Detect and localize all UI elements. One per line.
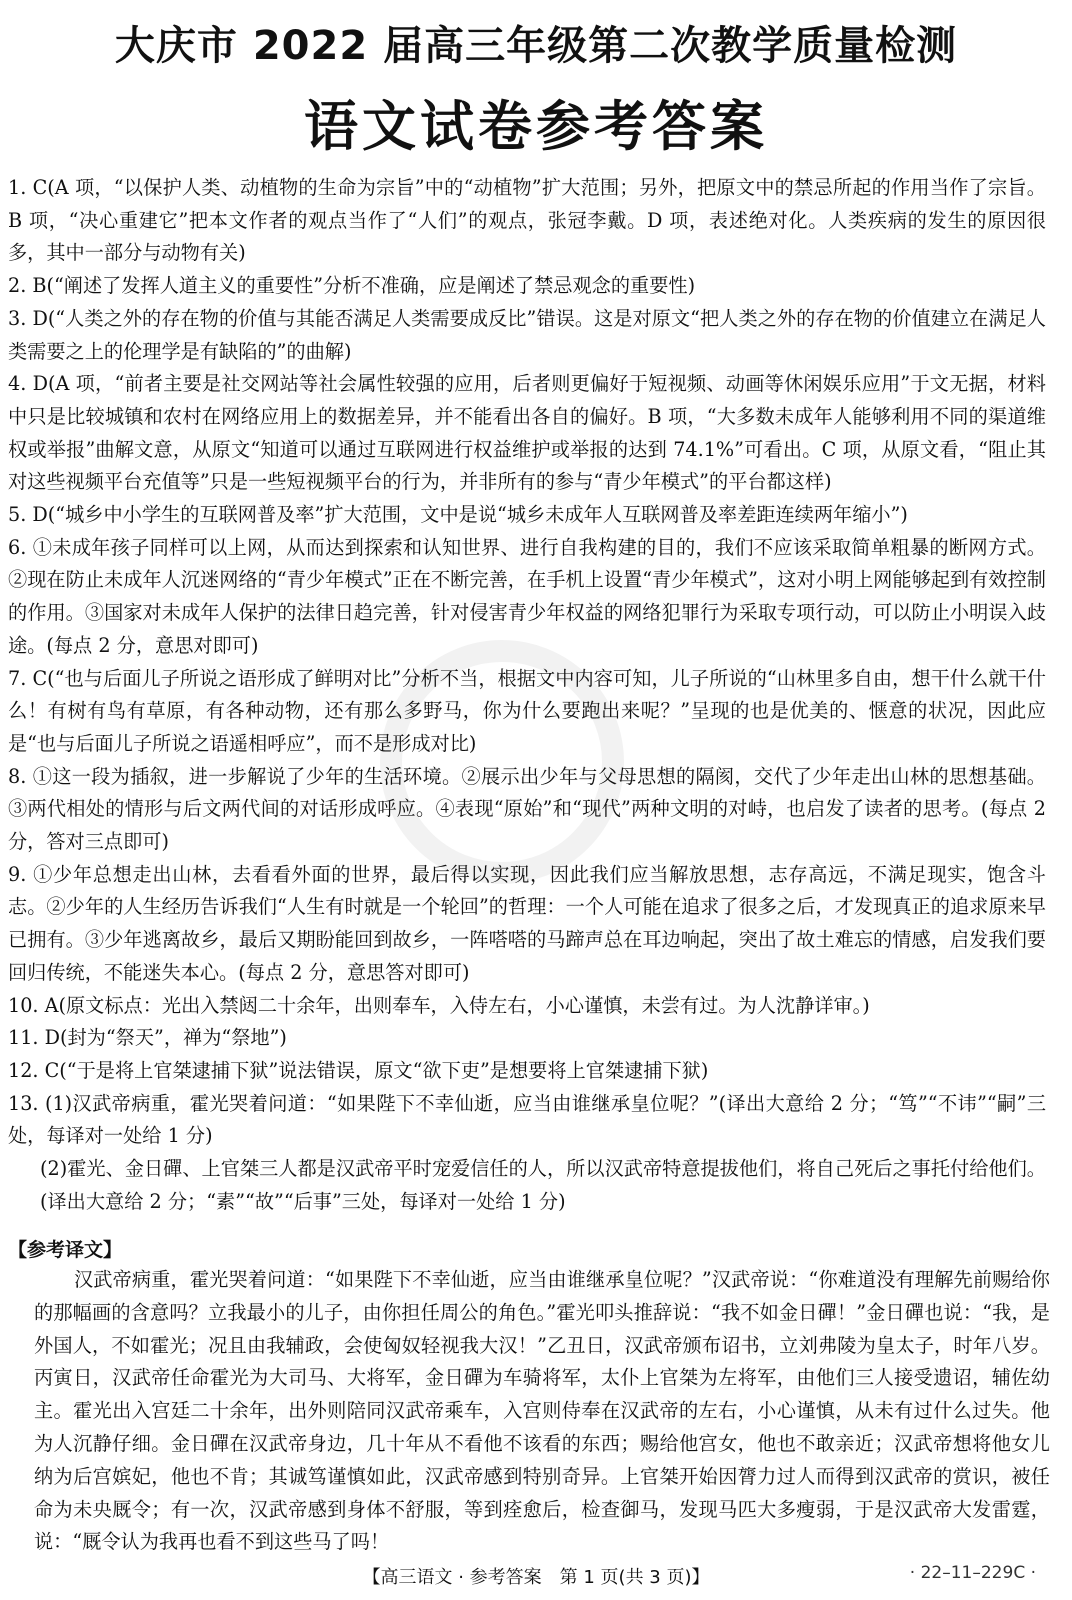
answer-item: 5. D(“城乡中小学生的互联网普及率”扩大范围，文中是说“城乡未成年人互联网普及率差距连续两年缩小”) <box>8 503 908 527</box>
answer-item: 1. C(A 项，“以保护人类、动植物的生命为宗旨”中的“动植物”扩大范围；另外，把原文中的禁忌所起的作用当作了宗旨。B 项，“决心重建它”把本文作者的观点当作了“人们”的观点，张冠李戴。D 项，表述绝对化。人类疾病的发生的原因很多，其中一部分与动物有关) <box>8 176 1046 265</box>
answer-item: 9. ①少年总想走出山林，去看看外面的世界，最后得以实现，因此我们应当解放思想，志存高远，不满足现实，饱含斗志。②少年的人生经历告诉我们“人生有时就是一个轮回”的哲理：一个人可能在追求了很多之后，才发现真正的追求原来早已拥有。③少年逃离故乡，最后又期盼能回到故乡，一阵嗒嗒的马蹄声总在耳边响起，突出了故土难忘的情感，启发我们要回归传统，不能迷失本心。(每点 2 分，意思答对即可) <box>8 862 1046 984</box>
answer-item: (2)霍光、金日磾、上官桀三人都是汉武帝平时宠爱信任的人，所以汉武帝特意提拔他们，将自己死后之事托付给他们。(译出大意给 2 分；“素”“故”“后事”三处，每译对一处给 1 分) <box>40 1157 1046 1213</box>
answer-item: 13. (1)汉武帝病重，霍光哭着问道：“如果陛下不幸仙逝，应当由谁继承皇位呢？”(译出大意给 2 分；“笃”“不讳”“嗣”三处，每译对一处给 1 分) <box>8 1091 1046 1148</box>
answer-item: 3. D(“人类之外的存在物的价值与其能否满足人类需要成反比”错误。这是对原文“把人类之外的存在物的价值建立在满足人类需要之上的伦理学是有缺陷的”的曲解) <box>8 306 1046 363</box>
answer-item: 12. C(“于是将上官桀逮捕下狱”说法错误，原文“欲下吏”是想要将上官桀逮捕下狱) <box>8 1058 709 1082</box>
footer-code: · 22–11–229C · <box>909 1563 1036 1583</box>
answer-item: 6. ①未成年孩子同样可以上网，从而达到探索和认知世界、进行自我构建的目的，我们不应该采取简单粗暴的断网方式。②现在防止未成年人沉迷网络的“青少年模式”正在不断完善，在手机上设置“青少年模式”，这对小明上网能够起到有效控制的作用。③国家对未成年人保护的法律日趋完善，针对侵害青少年权益的网络犯罪行为采取专项行动，可以防止小明误入歧途。(每点 2 分，意思对即可) <box>8 535 1046 657</box>
answer-item: 4. D(A 项，“前者主要是社交网站等社会属性较强的应用，后者则更偏好于短视频、动画等休闲娱乐应用”于文无据，材料中只是比较城镇和农村在网络应用上的数据差异，并不能看出各自的偏好。B 项，“大多数未成年人能够利用不同的渠道维权或举报”曲解文意，从原文“知道可以通过互联网进行权益维护或举报的达到 74.1%”可看出。C 项，从原文看，“阻止其对这些视频平台充值等”只是一些短视频平台的行为，并非所有的参与“青少年模式”的平台都这样) <box>8 372 1046 494</box>
answer-item: 8. ①这一段为插叙，进一步解说了少年的生活环境。②展示出少年与父母思想的隔阂，交代了少年走出山林的思想基础。③两代相处的情形与后文两代间的对话形成呼应。④表现“原始”和“现代”两种文明的对峙，也启发了读者的思考。(每点 2 分，答对三点即可) <box>8 764 1046 854</box>
exam-title: 大庆市 2022 届高三年级第二次教学质量检测 <box>114 23 958 69</box>
answer-item: 10. A(原文标点：光出入禁闼二十余年，出则奉车，入侍左右，小心谨慎，未尝有过。为人沈静详审。) <box>8 993 870 1017</box>
document-title: 语文试卷参考答案 <box>304 95 768 158</box>
answer-item: 7. C(“也与后面儿子所说之语形成了鲜明对比”分析不当，根据文中内容可知，儿子所说的“山林里多自由，想干什么就干什么！有树有鸟有草原，有各种动物，还有那么多野马，你为什么要跑出来呢？”呈现的也是优美的、惬意的状况，因此应是“也与后面儿子所说之语遥相呼应”，而不是形成对比) <box>8 666 1046 755</box>
answer-list <box>8 172 1046 1219</box>
page-footer: 【高三语文 · 参考答案 第 1 页(共 3 页)】 <box>362 1567 710 1588</box>
answer-item: 11. D(封为“祭天”，禅为“祭地”) <box>8 1026 287 1050</box>
reference-translation-text: 汉武帝病重，霍光哭着问道：“如果陛下不幸仙逝，应当由谁继承皇位呢？”汉武帝说：“你难道没有理解先前赐给你的那幅画的含意吗？立我最小的儿子，由你担任周公的角色。”霍光叩头推辞说：“我不如金日磾！”金日磾也说：“我，是外国人，不如霍光；况且由我辅政，会使匈奴轻视我大汉！”乙丑日，汉武帝颁布诏书，立刘弗陵为皇太子，时年八岁。丙寅日，汉武帝任命霍光为大司马、大将军，金日磾为车骑将军，太仆上官桀为左将军，由他们三人接受遗诏，辅佐幼主。霍光出入宫廷二十余年，出外则陪同汉武帝乘车，入宫则侍奉在汉武帝的左右，小心谨慎，从未有过什么过失。他为人沉静仔细。金日磾在汉武帝身边，几十年从不看他不该看的东西；赐给他宫女，他也不敢亲近；汉武帝想将他女儿纳为后宫嫔妃，他也不肯；其诚笃谨慎如此，汉武帝感到特别奇异。上官桀开始因膂力过人而得到汉武帝的赏识，被任命为未央厩令；有一次，汉武帝感到身体不舒服，等到痊愈后，检查御马，发现马匹大多瘦弱，于是汉武帝大发雷霆，说：“厩令认为我再也看不到这些马了吗！ <box>34 1268 1050 1554</box>
reference-translation-header: 【参考译文】 <box>8 1239 123 1261</box>
answer-item: 2. B(“阐述了发挥人道主义的重要性”分析不准确，应是阐述了禁忌观念的重要性) <box>8 274 696 298</box>
